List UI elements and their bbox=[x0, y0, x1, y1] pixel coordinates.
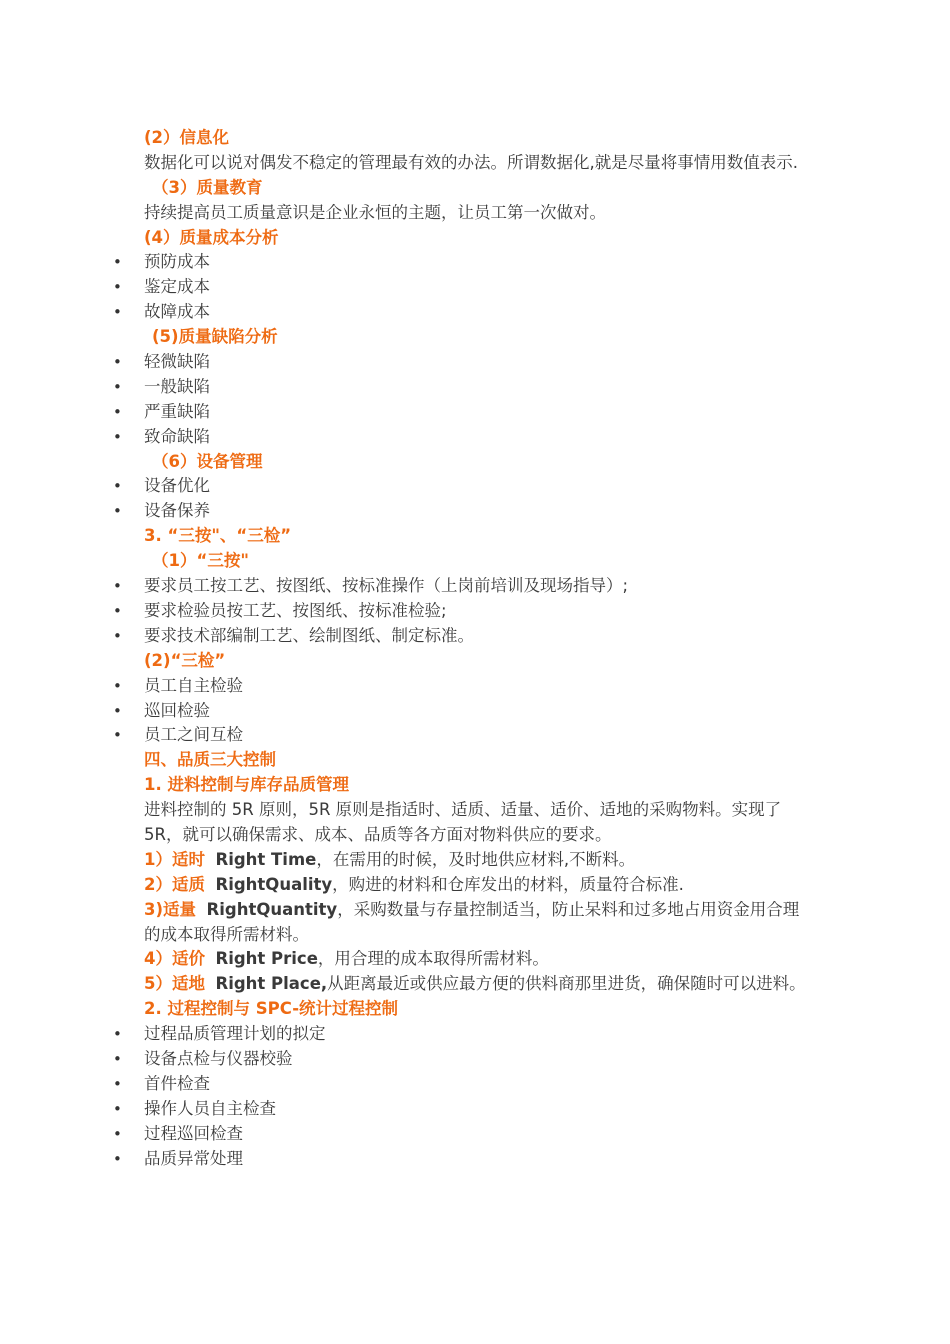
rule-line bbox=[0, 873, 950, 898]
rule-en: RightQuantity bbox=[206, 899, 338, 919]
list-item: • 严重缺陷 bbox=[0, 400, 950, 425]
rule-en: Right Place, bbox=[215, 974, 328, 994]
rule-key: 1）适时 bbox=[144, 849, 205, 869]
rule-text: ，购进的材料和仓库发出的材料，质量符合标准. bbox=[332, 874, 684, 894]
rule-text: ，用合理的成本取得所需材料。 bbox=[317, 949, 549, 969]
rule-key: 2）适质 bbox=[144, 874, 205, 894]
section-heading: (5)质量缺陷分析 bbox=[152, 327, 278, 347]
list-item: • 设备保养 bbox=[0, 499, 950, 524]
list-item: • 巡回检验 bbox=[0, 699, 950, 724]
list-item: • 一般缺陷 bbox=[0, 375, 950, 400]
list-item: • 鉴定成本 bbox=[0, 275, 950, 300]
paragraph: 数据化可以说对偶发不稳定的管理最有效的办法。所谓数据化,就是尽量将事情用数值表示. bbox=[144, 152, 798, 172]
rule-key: 3)适量 bbox=[144, 899, 197, 919]
section-heading: (2）信息化 bbox=[144, 128, 230, 147]
rule-en: Right Price bbox=[215, 949, 318, 969]
section-heading: 2. 过程控制与 SPC-统计过程控制 bbox=[144, 999, 399, 1019]
rule-key: 4）适价 bbox=[144, 949, 205, 969]
rule-key: 5）适地 bbox=[144, 974, 205, 994]
rule-line bbox=[0, 947, 950, 972]
section-heading: (2)“三检” bbox=[144, 650, 226, 670]
rule-text: 从距离最近或供应最方便的供料商那里进货，确保随时可以进料。 bbox=[327, 974, 806, 994]
document-page bbox=[0, 126, 950, 1172]
section-heading: 四、品质三大控制 bbox=[144, 750, 276, 770]
rule-line bbox=[0, 972, 950, 997]
rule-en: RightQuality bbox=[215, 874, 333, 894]
list-item: • 要求技术部编制工艺、绘制图纸、制定标准。 bbox=[0, 624, 950, 649]
section-heading: （3）质量教育 bbox=[152, 177, 263, 197]
rule-line bbox=[0, 898, 950, 948]
list-item: • 要求检验员按工艺、按图纸、按标准检验; bbox=[0, 599, 950, 624]
list-item: • 故障成本 bbox=[0, 300, 950, 325]
paragraph: 持续提高员工质量意识是企业永恒的主题，让员工第一次做对。 bbox=[144, 202, 606, 222]
rule-text: ，在需用的时候，及时地供应材料,不断料。 bbox=[316, 849, 636, 869]
paragraph: 进料控制的 5R 原则，5R 原则是指适时、适质、适量、适价、适地的采购物料。实现了 5R，就可以确保需求、成本、品质等各方面对物料供应的要求。 bbox=[144, 800, 782, 844]
list-item: • 员工自主检验 bbox=[0, 674, 950, 699]
section-heading: （1）“三按" bbox=[152, 551, 249, 571]
list-item: • 致命缺陷 bbox=[0, 425, 950, 450]
list-item: • 轻微缺陷 bbox=[0, 350, 950, 375]
list-item: • 设备优化 bbox=[0, 474, 950, 499]
section-heading: 3. “三按"、“三检” bbox=[144, 526, 292, 546]
rule-line bbox=[0, 848, 950, 873]
section-heading: （6）设备管理 bbox=[152, 451, 263, 471]
rule-en: Right Time bbox=[215, 849, 317, 869]
list-item: • 品质异常处理 bbox=[0, 1147, 950, 1172]
list-item: • 员工之间互检 bbox=[0, 723, 950, 748]
list-item: • 要求员工按工艺、按图纸、按标准操作（上岗前培训及现场指导）; bbox=[0, 574, 950, 599]
list-item: • 预防成本 bbox=[0, 250, 950, 275]
list-item: • 操作人员自主检查 bbox=[0, 1097, 950, 1122]
list-item: • 过程巡回检查 bbox=[0, 1122, 950, 1147]
list-item: • 过程品质管理计划的拟定 bbox=[0, 1022, 950, 1047]
section-heading: (4）质量成本分析 bbox=[144, 227, 279, 247]
section-heading: 1. 进料控制与库存品质管理 bbox=[144, 775, 349, 795]
list-item: • 设备点检与仪器校验 bbox=[0, 1047, 950, 1072]
rule-text: ，采购数量与存量控制适当，防止呆料和过多地占用资金用合理的成本取得所需材料。 bbox=[144, 899, 800, 944]
list-item: • 首件检查 bbox=[0, 1072, 950, 1097]
